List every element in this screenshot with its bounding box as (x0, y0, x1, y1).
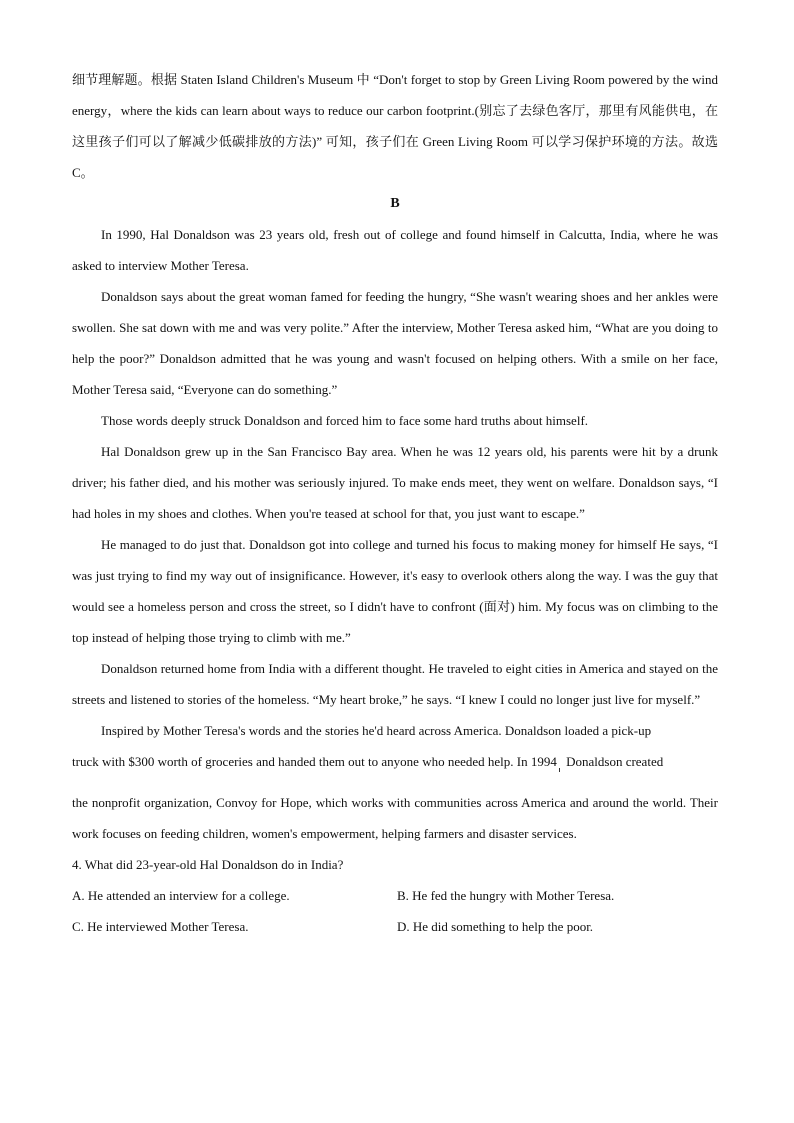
passage-paragraph-4: Hal Donaldson grew up in the San Francisco Bay area. When he was 12 years old, his parents were hit by a drunk driver; his father died, and his mother was seriously injured. To make ends meet, they went on welfare. Donaldson says, “I had holes in my shoes and clothes. When you're teased at school for that, you just want to escape.” (72, 444, 718, 521)
paragraph-7-line-2-start: truck with $300 worth of groceries and handed them out to anyone who needed help. In 1994 (72, 754, 557, 769)
paragraph-7-line-1: Inspired by Mother Teresa's words and the stories he'd heard across America. Donaldson loaded a pick-up (101, 723, 652, 738)
paragraph-7-line-2 (72, 746, 718, 777)
option-d: D. He did something to help the poor. (397, 919, 594, 934)
passage-paragraph-2: Donaldson says about the great woman famed for feeding the hungry, “She wasn't wearing shoes and her ankles were swollen. She sat down with me and was very polite.” After the interview, Mother Teresa asked him, “What are you doing to help the poor?” Donaldson admitted that he was young and wasn't focused on helping others. With a smile on her face, Mother Teresa said, “Everyone can do something.” (72, 289, 718, 397)
paragraph-7-rest: the nonprofit organization, Convoy for Hope, which works with communities across America and around the world. Their work focuses on feeding children, women's empowerment, helping farmers and disaster services. (72, 795, 718, 841)
document-page (72, 64, 718, 942)
option-a: A. He attended an interview for a college. (72, 888, 290, 903)
option-c: C. He interviewed Mother Teresa. (72, 919, 249, 934)
intro-explanation: 细节理解题。根据 Staten Island Children's Museum 中 “Don't forget to stop by Green Living Room powered by the wind energy，where the kids can learn about ways to reduce our carbon footprint.(别忘了去绿色客厅，那里有风能供电，在这里孩子们可以了解减少低碳排放的方法)” 可知，孩子们在 Green Living Room 可以学习保护环境的方法。故选 C。 (72, 72, 718, 180)
passage-paragraph-5: He managed to do just that. Donaldson got into college and turned his focus to making money for himself He says, “I was just trying to find my way out of insignificance. However, it's easy to overlook others along the way. I was the guy that would see a homeless person and cross the street, so I didn't have to confront (面对) him. My focus was on climbing to the top instead of helping those trying to climb with me.” (72, 537, 718, 645)
answer-options (72, 880, 718, 942)
stray-comma-mark-icon (557, 756, 563, 766)
paragraph-7-line-2-end: Donaldson created (566, 754, 664, 769)
paragraph-gap (72, 777, 718, 787)
passage-paragraph-7 (72, 715, 718, 849)
passage-paragraph-1: In 1990, Hal Donaldson was 23 years old, fresh out of college and found himself in Calcutta, India, where he was asked to interview Mother Teresa. (72, 227, 718, 273)
question-stem: 4. What did 23-year-old Hal Donaldson do in India? (72, 857, 344, 872)
section-title: B (390, 196, 400, 211)
passage-paragraph-6: Donaldson returned home from India with a different thought. He traveled to eight cities in America and stayed on the streets and listened to stories of the homeless. “My heart broke,” he says. “I knew I could no longer just live for myself.” (72, 661, 718, 707)
option-b: B. He fed the hungry with Mother Teresa. (397, 888, 615, 903)
passage-paragraph-3: Those words deeply struck Donaldson and forced him to face some hard truths about himself. (101, 413, 589, 428)
